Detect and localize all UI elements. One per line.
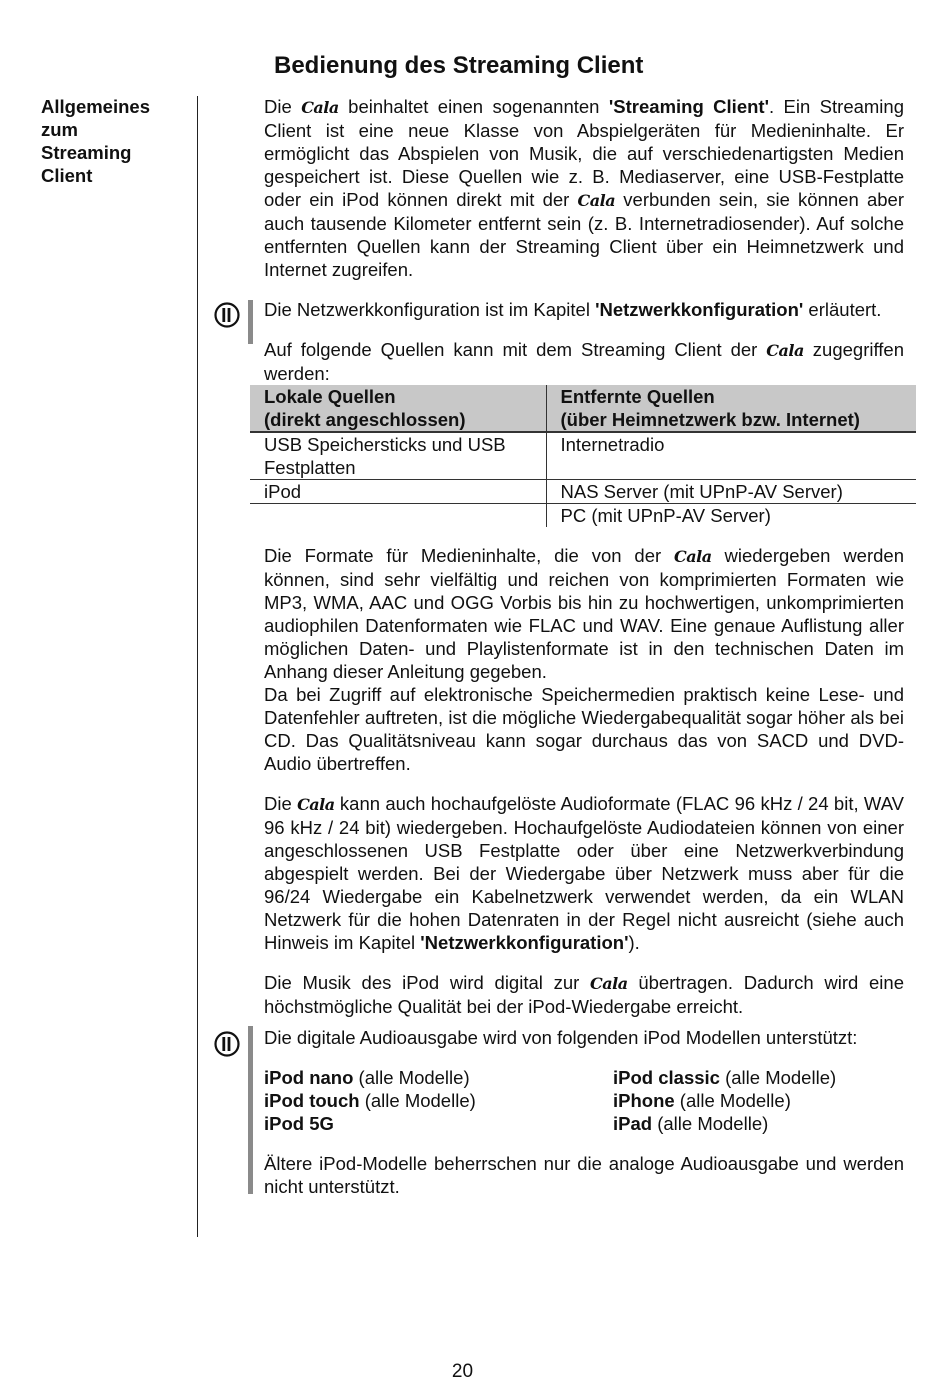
table-header-row — [250, 385, 916, 432]
list-item — [613, 1089, 904, 1112]
header-line: Entfernte Quellen — [560, 386, 715, 407]
list-item — [613, 1112, 904, 1135]
info-note-network — [264, 298, 904, 321]
text: Auf folgende Quellen kann mit dem Streaming Client der — [264, 339, 767, 360]
list-item — [264, 1089, 613, 1112]
table-row — [250, 480, 916, 504]
table-cell: iPod — [250, 480, 546, 504]
table-cell: PC (mit UPnP-AV Server) — [546, 504, 916, 528]
table-row — [250, 432, 916, 480]
sidebar-line: Client — [41, 165, 93, 186]
sidebar-heading — [41, 95, 191, 187]
info-icon — [214, 302, 240, 328]
text: erläutert. — [803, 299, 882, 320]
text: zugegriffen werden: — [264, 339, 904, 384]
table-cell — [250, 504, 546, 528]
info-note-ipod — [264, 1026, 904, 1198]
text: Die Musik des iPod wird digital zur — [264, 972, 591, 993]
cala-logo: Cala — [766, 341, 804, 360]
cala-logo: Cala — [301, 98, 339, 117]
info-icon — [214, 1031, 240, 1057]
intro-paragraph — [264, 95, 904, 281]
streaming-client-term: 'Streaming Client' — [608, 96, 769, 117]
text: (alle Modelle) — [652, 1113, 769, 1134]
list-item — [264, 1112, 613, 1135]
model-name: iPod nano — [264, 1067, 354, 1088]
sidebar-line: Streaming — [41, 142, 132, 163]
model-name: iPod classic — [613, 1067, 720, 1088]
formats-paragraph — [264, 544, 904, 683]
table-row — [250, 504, 916, 528]
sources-table — [250, 385, 916, 527]
note-bar — [248, 300, 253, 344]
cala-logo: Cala — [577, 191, 616, 210]
text: übertragen. Dadurch wird eine höchstmögliche Qualität bei der iPod-Wiedergabe erreicht. — [264, 972, 904, 1017]
cala-logo: Cala — [297, 795, 335, 814]
model-name: iPod touch — [264, 1090, 360, 1111]
text: kann auch hochaufgelöste Audioformate (FLAC 96 kHz / 24 bit, WAV 96 kHz / 24 bit) wiedergeben. Hochaufgelöste Audiodateien können von einer angeschlossenen USB Festplatte oder über eine Netzwerkverbindung abgespielt werden. Bei der Wiedergabe über Netzwerk muss aber für die 96/24 Wiedergabe ein Kabelnetzwerk verwendet werden, da ein WLAN Netzwerk für die hohen Datenraten in der Regel nicht ausreicht (siehe auch Hinweis im Kapitel — [264, 793, 904, 953]
model-name: iPod 5G — [264, 1113, 334, 1134]
model-name: iPhone — [613, 1090, 675, 1111]
text: ). — [628, 932, 640, 953]
text: Die Formate für Medieninhalte, die von der — [264, 545, 675, 566]
text: (alle Modelle) — [719, 1067, 837, 1088]
quality-paragraph: Da bei Zugriff auf elektronische Speichermedien praktisch keine Lese- und Datenfehler auftreten, ist die mögliche Wiedergabequalität sogar höher als bei CD. Das Qualitätsniveau kann sogar durchaus das von SACD und DVD-Audio übertreffen. — [264, 684, 904, 774]
note-bar — [248, 1026, 253, 1194]
text: wiedergeben werden können, sind sehr vielfältig und reichen von komprimierten Formaten wie MP3, WMA, AAC und OGG Vorbis bis hin zu hochwertigen, unkomprimierten audiophilen Datenformaten wie FLAC und WAV. Eine genaue Auflistung aller möglichen Daten- und Playlistenformate ist in den technischen Daten im Anhang dieser Anleitung gegeben. — [264, 545, 904, 682]
list-item — [264, 1066, 613, 1089]
text: (alle Modelle) — [359, 1090, 476, 1111]
ipod-model-list — [264, 1066, 904, 1135]
text: (alle Modelle) — [353, 1067, 470, 1088]
chapter-reference: 'Netzwerkkonfiguration' — [420, 932, 629, 953]
list-item — [613, 1066, 904, 1089]
text: Die Netzwerkkonfiguration ist im Kapitel — [264, 299, 596, 320]
text: Die — [264, 793, 298, 814]
sidebar-line: Allgemeines — [41, 96, 150, 117]
text: verbunden sein, sie können aber auch tausende Kilometer entfernt sein (z. B. Internetradiosender). Auf solche entfernten Quellen kann der Streaming Client über ein Heimnetzwerk und Internet zugreifen. — [264, 189, 904, 280]
ipod-paragraph — [264, 971, 904, 1018]
table-cell: Internetradio — [546, 432, 916, 480]
text: (alle Modelle) — [674, 1090, 791, 1111]
text: beinhaltet einen sogenannten — [338, 96, 609, 117]
note-text — [264, 298, 904, 321]
column-divider — [197, 96, 198, 1237]
header-line: (direkt angeschlossen) — [264, 409, 466, 430]
sources-intro — [264, 338, 904, 385]
sidebar-line: zum — [41, 119, 78, 140]
page-title: Bedienung des Streaming Client — [274, 52, 644, 79]
table-cell: USB Speichersticks und USB Festplatten — [250, 432, 546, 480]
header-line: Lokale Quellen — [264, 386, 396, 407]
main-content — [264, 95, 904, 1198]
legacy-note: Ältere iPod-Modelle beherrschen nur die analoge Audioausgabe und werden nicht unterstützt. — [264, 1153, 904, 1197]
page-number: 20 — [451, 1361, 474, 1382]
hires-paragraph — [264, 792, 904, 954]
model-name: iPad — [613, 1113, 653, 1134]
ipod-support-intro: Die digitale Audioausgabe wird von folgenden iPod Modellen unterstützt: — [264, 1027, 858, 1048]
text: Die — [264, 96, 302, 117]
cala-logo: Cala — [674, 547, 712, 566]
chapter-reference: 'Netzwerkkonfiguration' — [595, 299, 804, 320]
remote-sources-header — [546, 385, 916, 432]
table-cell: NAS Server (mit UPnP-AV Server) — [546, 480, 916, 504]
local-sources-header — [250, 385, 546, 432]
text: . Ein Streaming Client ist eine neue Klasse von Abspielgeräten für Medieninhalte. Er ermöglicht das Abspielen von Musik, die auf verschiedenartigsten Medien gespeichert ist. Diese Quellen wie z. B. Mediaserver, eine USB-Festplatte oder ein iPod können direkt mit der — [264, 96, 904, 210]
header-line: (über Heimnetzwerk bzw. Internet) — [560, 409, 860, 430]
cala-logo: Cala — [590, 974, 628, 993]
